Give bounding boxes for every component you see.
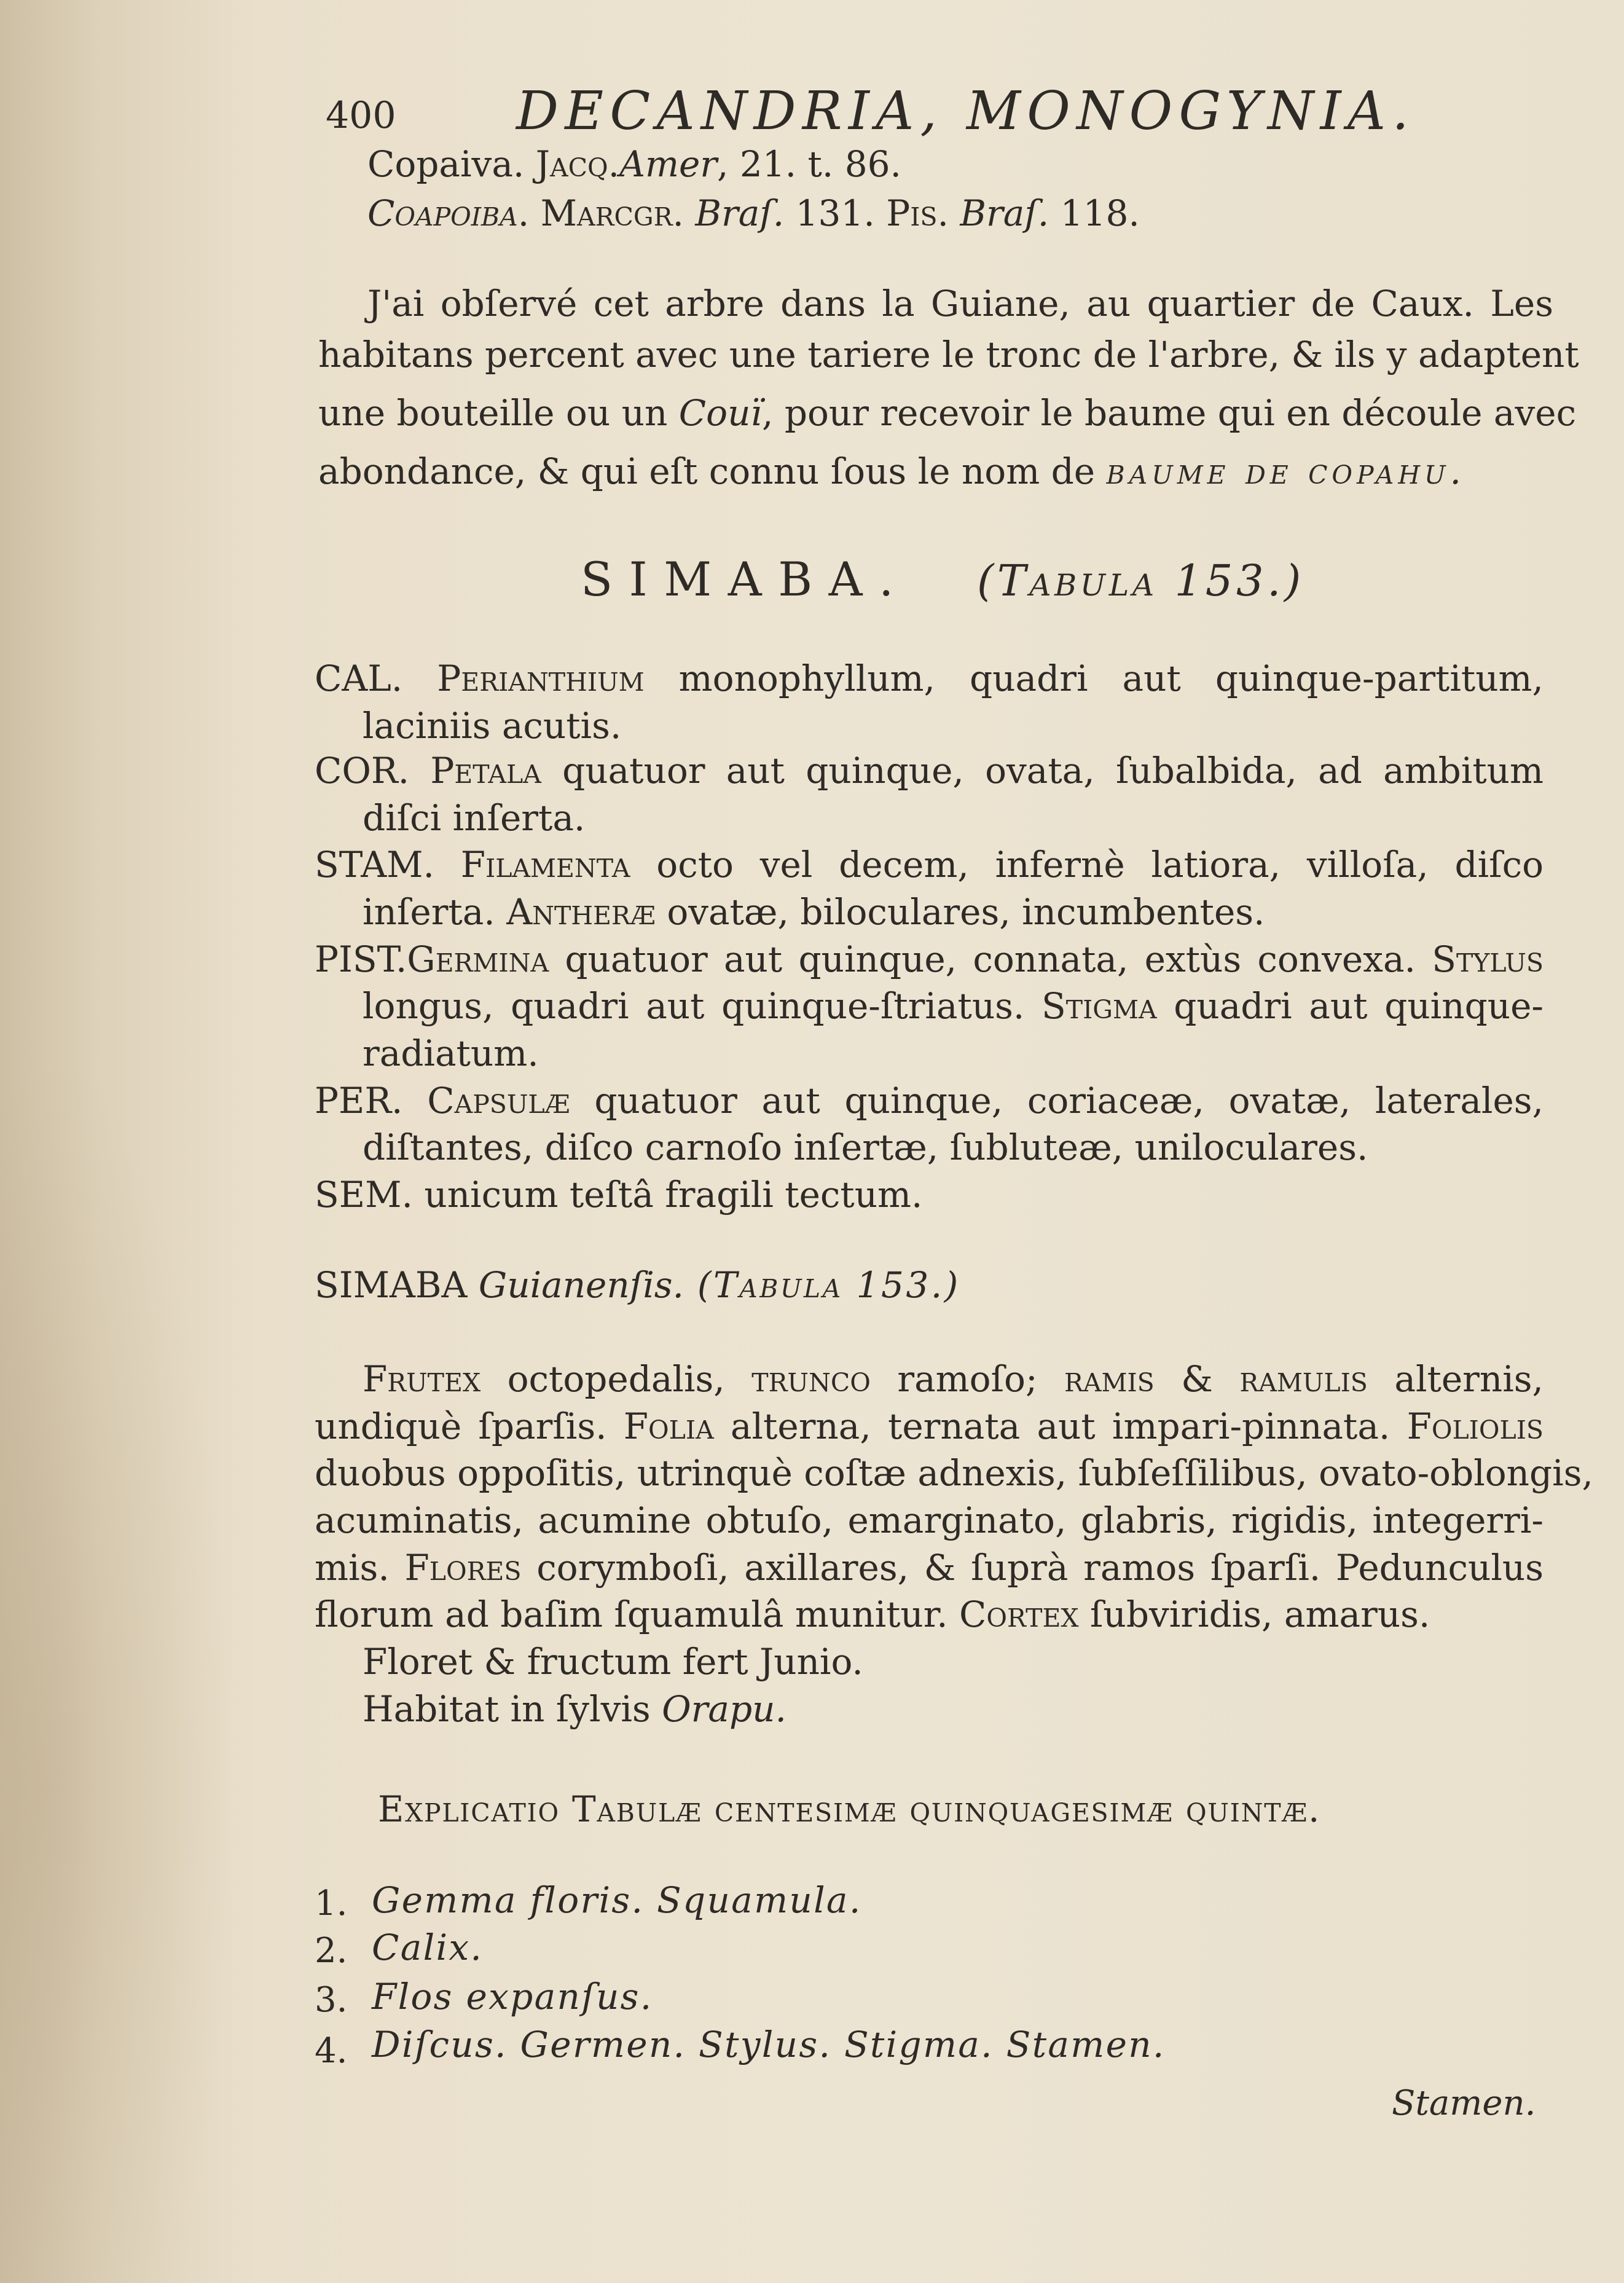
desc-line-3: duobus oppoſitis, utrinquè coſtæ adnexis, ſubſeſſilibus, ovato-oblongis,: [315, 1452, 1593, 1494]
page-number: 400: [326, 94, 396, 137]
char-per-line-1: PER. Capsulæ quatuor aut quinque, coriaceæ, ovatæ, laterales,: [315, 1080, 1544, 1122]
desc-line-2: undiquè ſparſis. Folia alterna, ternata aut impari-pinnata. Foliolis: [315, 1405, 1544, 1447]
char-sem-line: SEM. unicum teſtâ fragili tectum.: [315, 1174, 923, 1216]
explicatio-text-4: Diſcus. Germen. Stylus. Stigma. Stamen.: [372, 2024, 1166, 2065]
species-heading: SIMABA Guianenſis. (Tabula 153.): [315, 1264, 960, 1306]
explicatio-text-1: Gemma floris. Squamula.: [372, 1879, 862, 1921]
synonym-line-1: Copaiva. Jacq.Amer, 21. t. 86.: [367, 143, 901, 185]
intro-line-2: habitans percent avec une tariere le tronc de l'arbre, & ils y adaptent: [318, 334, 1579, 375]
desc-line-4: acuminatis, acumine obtuſo, emarginato, glabris, rigidis, integerri-: [315, 1499, 1544, 1541]
desc-line-6: florum ad baſim ſquamulâ munitur. Cortex ſubviridis, amarus.: [315, 1593, 1430, 1635]
intro-line-1: J'ai obſervé cet arbre dans la Guiane, au quartier de Caux. Les: [367, 283, 1553, 324]
desc-line-5: mis. Flores corymboſi, axillares, & ſuprà ramos ſparſi. Pedunculus: [315, 1547, 1544, 1589]
genus-plate-ref: (Tabula 153.): [977, 556, 1304, 606]
desc-line-8: Habitat in ſylvis Orapu.: [363, 1688, 787, 1730]
catchword: Stamen.: [1392, 2083, 1536, 2123]
intro-line-4: abondance, & qui eſt connu ſous le nom de baume de copahu.: [318, 450, 1465, 492]
char-cal-line-1: CAL. Perianthium monophyllum, quadri aut quinque-partitum,: [315, 658, 1544, 699]
explicatio-text-2: Calix.: [372, 1927, 484, 1968]
char-cal-line-2: laciniis acutis.: [363, 705, 622, 747]
intro-line-3: une bouteille ou un Couï, pour recevoir le baume qui en découle avec: [318, 392, 1577, 434]
explicatio-num-3: 3.: [315, 1980, 348, 2020]
synonym-line-2: Coapoiba. Marcgr. Braſ. 131. Pis. Braſ. 118.: [367, 192, 1140, 234]
char-pist-line-1: PIST.Germina quatuor aut quinque, connata, extùs convexa. Stylus: [315, 938, 1544, 980]
char-cor-line-2: diſci inſerta.: [363, 797, 586, 839]
explicatio-num-1: 1.: [315, 1884, 348, 1923]
explicatio-title: Explicatio Tabulæ centesimæ quinquagesimæ quintæ.: [378, 1788, 1321, 1830]
char-stam-line-1: STAM. Filamenta octo vel decem, infernè latiora, villoſa, diſco: [315, 844, 1544, 886]
desc-line-7: Floret & fructum fert Junio.: [363, 1641, 863, 1683]
explicatio-text-3: Flos expanſus.: [372, 1976, 653, 2018]
char-cor-line-1: COR. Petala quatuor aut quinque, ovata, ſubalbida, ad ambitum: [315, 750, 1544, 792]
char-pist-line-2: longus, quadri aut quinque-ſtriatus. Stigma quadri aut quinque-: [363, 985, 1544, 1027]
running-title: DECANDRIA, MONOGYNIA.: [516, 81, 1416, 142]
char-per-line-2: diſtantes, diſco carnoſo inſertæ, ſubluteæ, uniloculares.: [363, 1126, 1368, 1168]
genus-heading: SIMABA.: [581, 552, 910, 607]
explicatio-num-2: 2.: [315, 1931, 348, 1971]
explicatio-num-4: 4.: [315, 2031, 348, 2071]
desc-line-1: Frutex octopedalis, trunco ramoſo; ramis & ramulis alternis,: [363, 1358, 1544, 1400]
page-edge-shadow: [0, 1045, 233, 2283]
char-pist-line-3: radiatum.: [363, 1032, 539, 1074]
char-stam-line-2: inſerta. Antheræ ovatæ, biloculares, incumbentes.: [363, 891, 1265, 933]
